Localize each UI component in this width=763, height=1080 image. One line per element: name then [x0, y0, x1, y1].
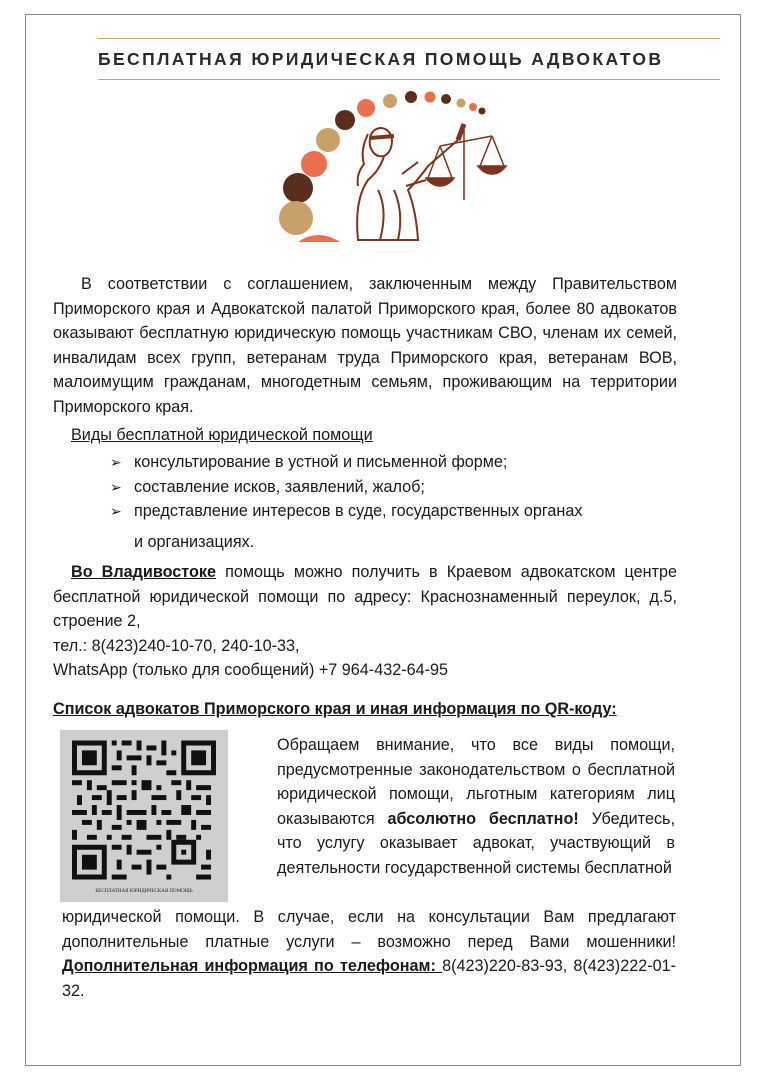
- qr-code-icon: [72, 740, 216, 880]
- list-item: ➢ представление интересов в суде, государственных органах: [110, 499, 670, 524]
- qr-code[interactable]: [60, 730, 228, 902]
- logo-bead: [283, 173, 313, 203]
- free-emphasis: абсолютно бесплатно!: [387, 809, 579, 828]
- notice-paragraph-continued: юридической помощи. В случае, если на консультации Вам предлагают дополнительные платные услуги – возможно перед Вами мошенники! Дополнительная информация по телефонам: 8(423)220-83-93, 8(423)222-01-32.: [62, 908, 676, 1000]
- logo-bead: [405, 91, 417, 103]
- logo-bead: [298, 235, 340, 242]
- qr-caption: БЕСПЛАТНАЯ ЮРИДИЧЕСКАЯ ПОМОЩЬ: [95, 889, 193, 894]
- logo-bead: [335, 110, 355, 130]
- scales-icon: [426, 130, 506, 200]
- logo-bead: [301, 151, 327, 177]
- logo-bead: [425, 92, 436, 103]
- arrow-bullet-icon: ➢: [110, 503, 122, 519]
- address-text: помощь можно получить в Краевом адвокатском центре бесплатной юридической помощи по адресу: Краснознаменный переулок, д.5, строение 2,: [53, 563, 677, 630]
- logo-bead: [383, 94, 397, 108]
- themis-justice-logo: [268, 90, 518, 250]
- help-types-heading: Виды бесплатной юридической помощи: [71, 426, 373, 444]
- city-label: Во Владивостоке: [71, 563, 216, 581]
- list-item-continuation: и организациях.: [134, 532, 255, 551]
- intro-paragraph: [53, 272, 677, 419]
- arrow-bullet-icon: ➢: [110, 478, 122, 495]
- notice-paragraph: Обращаем внимание, что все виды помощи, предусмотренные законодательством о бесплатной юридической помощи, льготным категориям лиц оказываются абсолютно бесплатно! Убедитесь, что услугу оказывает адвокат, участвующий в деятельности государственной системы бесплатной: [277, 736, 675, 877]
- logo-bead: [457, 99, 466, 108]
- logo-bead: [357, 99, 375, 117]
- phone-numbers: тел.: 8(423)240-10-70, 240-10-33,: [53, 636, 300, 655]
- logo-bead: [469, 103, 477, 111]
- arrow-bullet-icon: ➢: [110, 454, 122, 470]
- list-item: ➢ консультирование в устной и письменной форме;: [110, 450, 670, 475]
- whatsapp-number: WhatsApp (только для сообщений) +7 964-432-64-95: [53, 661, 448, 679]
- extra-phone-numbers: 8(423)220-83-93, 8(423)222-01-32.: [62, 957, 676, 1000]
- vladivostok-paragraph: [53, 560, 677, 683]
- intro-text: В соответствии с соглашением, заключенным между Правительством Приморского края и Адвокатской палатой Приморского края, более 80 адвокатов оказывают бесплатную юридическую помощь участникам СВО, членам их семей, инвалидам всех групп, ветеранам труда Приморского края, ветеранам ВОВ, малоимущим гражданам, многодетным семьям, проживающим на территории Приморского края.: [53, 275, 677, 416]
- logo-bead: [479, 108, 486, 115]
- help-types-list: [110, 450, 670, 554]
- page-title: БЕСПЛАТНАЯ ЮРИДИЧЕСКАЯ ПОМОЩЬ АДВОКАТОВ: [98, 49, 664, 69]
- extra-info-label: Дополнительная информация по телефонам:: [62, 957, 443, 975]
- logo-bead: [316, 128, 340, 152]
- list-item: ➢ составление исков, заявлений, жалоб;: [110, 475, 670, 500]
- qr-section-heading: Список адвокатов Приморского края и иная информация по QR-коду:: [53, 700, 617, 718]
- header: [98, 38, 720, 80]
- bottom-rule: [98, 79, 720, 80]
- logo-bead: [441, 94, 451, 104]
- logo-bead: [279, 201, 313, 235]
